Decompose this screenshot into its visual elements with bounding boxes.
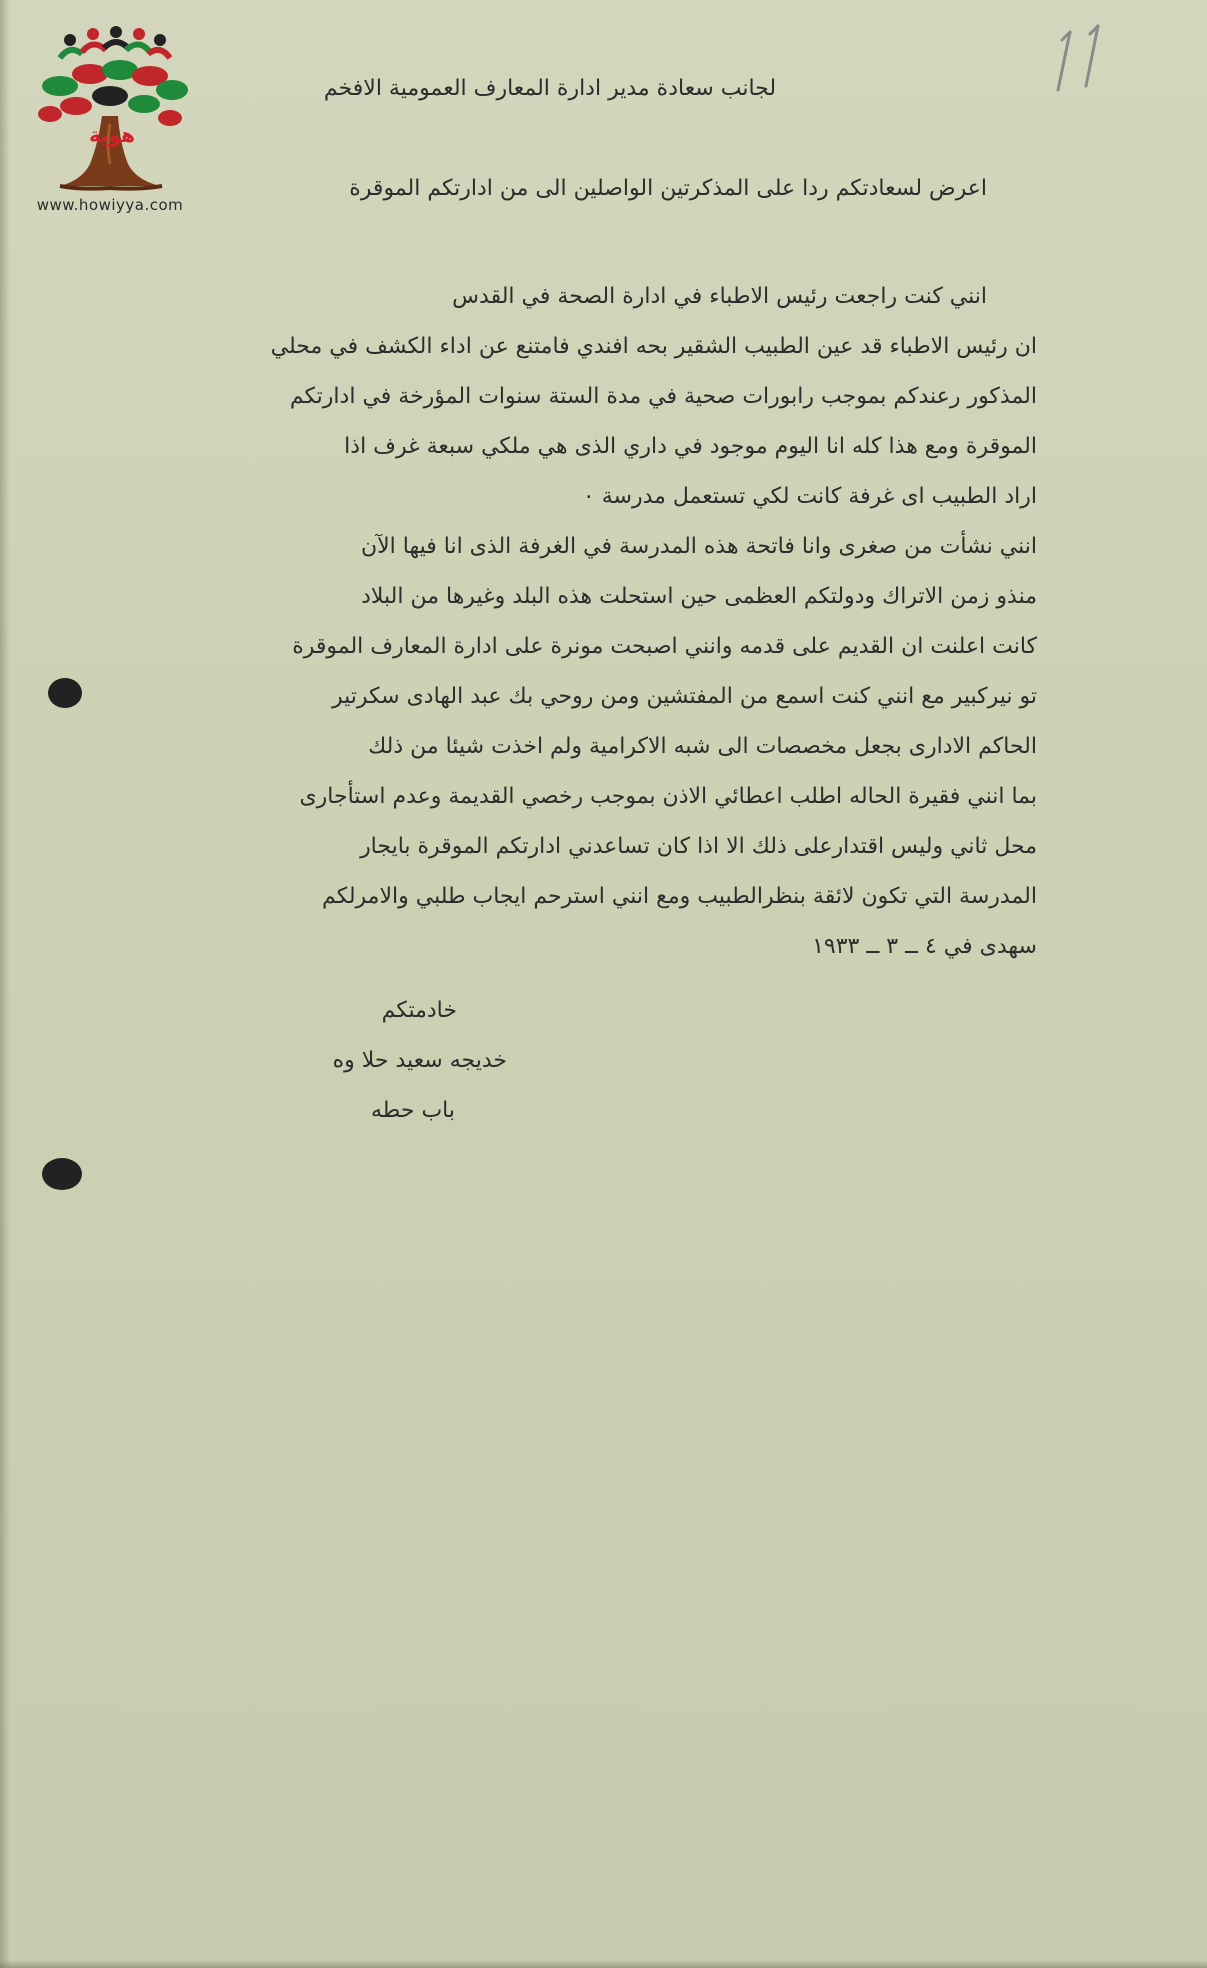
punch-hole bbox=[42, 1158, 82, 1190]
body-line: الحاكم الادارى بجعل مخصصات الى شبه الاكرامية ولم اخذت شيئا من ذلك bbox=[368, 734, 1037, 759]
signature-closing: خادمتكم bbox=[381, 998, 457, 1023]
page-edge-shadow bbox=[0, 0, 10, 1968]
punch-hole bbox=[48, 678, 82, 708]
svg-text:هوية: هوية bbox=[88, 123, 136, 147]
svg-text:11: 11 bbox=[1048, 20, 1050, 21]
body-line: المذكور رعندكم بموجب رابورات صحية في مدة الستة سنوات المؤرخة في ادارتكم bbox=[289, 384, 1037, 409]
body-line: منذو زمن الاتراك ودولتكم العظمى حين استحلت هذه البلد وغيرها من البلاد bbox=[361, 584, 1037, 609]
date-line: سهدى في ٤ ــ ٣ ــ ١٩٣٣ bbox=[812, 934, 1037, 959]
howiyya-logo[interactable] bbox=[20, 24, 200, 224]
handwritten-page-number bbox=[1048, 20, 1118, 100]
body-line: بما انني فقيرة الحاله اطلب اعطائي الاذن بموجب رخصي القديمة وعدم استأجارى bbox=[299, 784, 1037, 809]
body-line: محل ثاني وليس اقتدارعلى ذلك الا اذا كان تساعدني ادارتكم الموقرة بايجار bbox=[360, 834, 1037, 859]
body-line: انني نشأت من صغرى وانا فاتحة هذه المدرسة في الغرفة الذى انا فيها الآن bbox=[360, 534, 1037, 559]
body-line: كانت اعلنت ان القديم على قدمه وانني اصبحت مونرة على ادارة المعارف الموقرة bbox=[292, 634, 1037, 659]
intro-line: اعرض لسعادتكم ردا على المذكرتين الواصلين الى من ادارتكم الموقرة bbox=[349, 176, 987, 201]
body-line: المدرسة التي تكون لائقة بنظرالطبيب ومع انني استرحم ايجاب طلبي والامرلكم bbox=[322, 884, 1037, 909]
signature-address: باب حطه bbox=[371, 1098, 455, 1123]
body-line: اراد الطبيب اى غرفة كانت لكي تستعمل مدرسة ٠ bbox=[582, 484, 1037, 509]
addressee-heading: لجانب سعادة مدير ادارة المعارف العمومية الافخم bbox=[323, 76, 777, 101]
page-bottom-shadow bbox=[0, 1960, 1207, 1968]
body-line: تو نيركبير مع انني كنت اسمع من المفتشين ومن روحي بك عبد الهادى سكرتير bbox=[331, 684, 1037, 709]
body-line: ان رئيس الاطباء قد عين الطبيب الشقير بحه افندي فامتنع عن اداء الكشف في محلي bbox=[270, 334, 1037, 359]
family-tree-logo-icon bbox=[20, 24, 200, 199]
body-line: انني كنت راجعت رئيس الاطباء في ادارة الصحة في القدس bbox=[452, 284, 987, 309]
body-line: الموقرة ومع هذا كله انا اليوم موجود في داري الذى هي ملكي سبعة غرف اذا bbox=[344, 434, 1037, 459]
signature-name: خديجه سعيد حلا وه bbox=[332, 1048, 507, 1073]
logo-website-url[interactable]: www.howiyya.com bbox=[36, 196, 184, 214]
